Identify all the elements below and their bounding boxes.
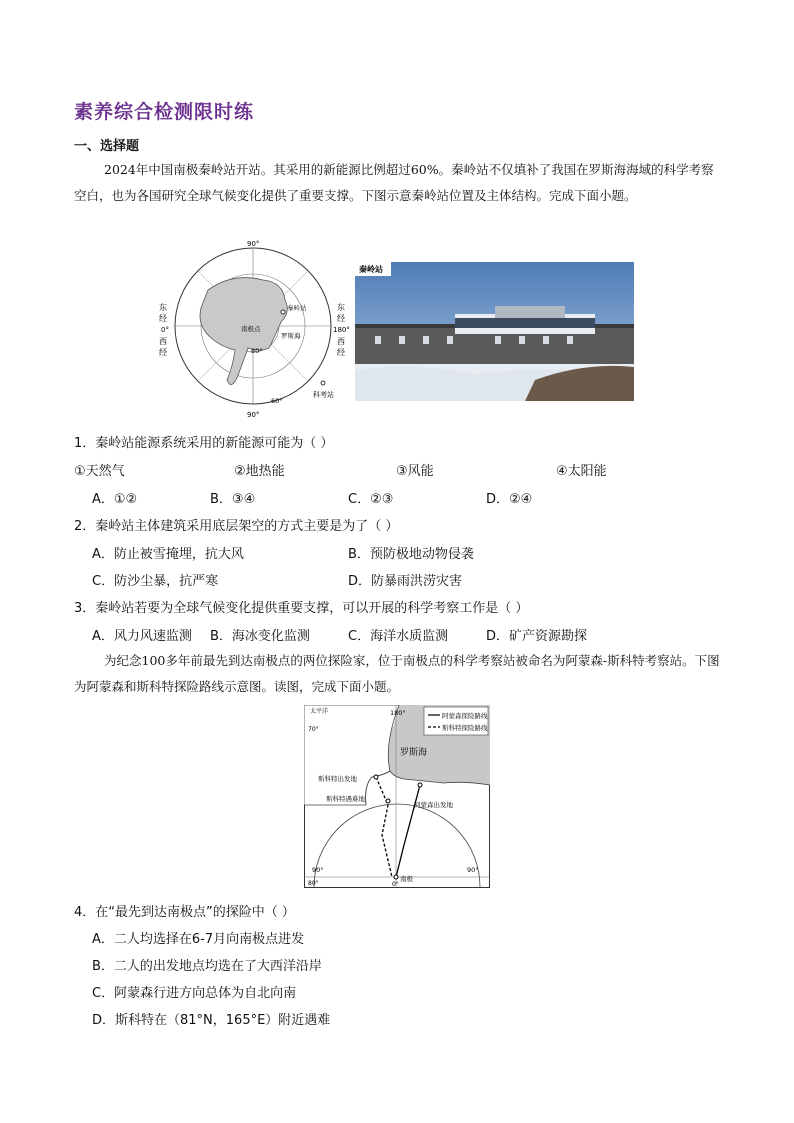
svg-text:70°: 70° xyxy=(308,726,319,733)
svg-text:西: 西 xyxy=(337,337,345,346)
q1-choice-a[interactable]: A．①② xyxy=(92,492,138,507)
passage-2: 为纪念100多年前最先到达南极点的两位探险家，位于南极点的科学考察站被命名为阿蒙森-斯科特考察站。下图为阿蒙森和斯科特探险路线示意图。读图，完成下面小题。 xyxy=(74,653,720,694)
svg-text:经: 经 xyxy=(159,314,167,323)
q1-choice-c[interactable]: C．②③ xyxy=(348,492,394,507)
question-2-stem: 2．秦岭站主体建筑采用底层架空的方式主要是为了（ ） xyxy=(74,519,399,534)
svg-text:90°: 90° xyxy=(312,866,324,874)
question-3-stem: 3．秦岭站若要为全球气候变化提供重要支撑，可以开展的科学考察工作是（ ） xyxy=(74,601,529,616)
q1-item-4: ④太阳能 xyxy=(556,464,607,479)
passage-1: 2024年中国南极秦岭站开站。其采用的新能源比例超过60%。秦岭站不仅填补了我国在罗斯海海域的科学考察空白，也为各国研究全球气候变化提供了重要支撑。下图示意秦岭站位置及主体结构。完成下面小题。 xyxy=(74,162,714,203)
lat-top-label: 90° xyxy=(247,240,260,248)
east-long-label-left: 东 xyxy=(159,303,167,312)
q3-choice-a[interactable]: A．风力风速监测 xyxy=(92,629,192,644)
q4-choice-d[interactable]: D．斯科特在（81°N，165°E）附近遇难 xyxy=(92,1013,331,1028)
svg-text:180°: 180° xyxy=(333,326,350,334)
svg-text:太平洋: 太平洋 xyxy=(310,708,329,715)
lat-bottom-label: 90° xyxy=(247,411,260,419)
legend-amundsen: 阿蒙森探险路线 xyxy=(442,712,488,720)
station-legend-label: 科考站 xyxy=(313,391,334,399)
q2-choice-a[interactable]: A．防止被雪掩埋，抗大风 xyxy=(92,547,244,562)
svg-text:经: 经 xyxy=(337,314,345,323)
q1-item-1: ①天然气 xyxy=(74,464,125,479)
scott-start-label: 斯科特出发地 xyxy=(318,775,357,783)
ross-sea-label: 罗斯海 xyxy=(400,748,428,758)
qinling-station-photo xyxy=(355,262,634,401)
legend-scott: 斯科特探险路线 xyxy=(442,724,488,732)
scott-death-label: 斯科特遇难地 xyxy=(326,795,365,803)
svg-text:90°: 90° xyxy=(467,866,479,874)
q3-choice-d[interactable]: D．矿产资源勘探 xyxy=(486,629,588,644)
svg-text:80°: 80° xyxy=(251,347,263,355)
q1-item-2: ②地热能 xyxy=(234,464,285,479)
expedition-route-map xyxy=(304,705,490,888)
svg-text:经: 经 xyxy=(159,348,167,357)
south-pole-label: 南极点 xyxy=(241,325,261,333)
q4-choice-c[interactable]: C．阿蒙森行进方向总体为自北向南 xyxy=(92,986,297,1001)
qinling-station-label: 秦岭站 xyxy=(287,304,307,312)
q2-choice-c[interactable]: C．防沙尘暴，抗严寒 xyxy=(92,574,219,589)
q2-choice-b[interactable]: B．预防极地动物侵袭 xyxy=(348,547,474,562)
q4-choice-b[interactable]: B．二人的出发地点均选在了大西洋沿岸 xyxy=(92,959,322,974)
svg-text:180°: 180° xyxy=(390,709,406,717)
q1-item-3: ③风能 xyxy=(396,464,434,479)
q3-choice-c[interactable]: C．海洋水质监测 xyxy=(348,629,449,644)
question-1-stem: 1．秦岭站能源系统采用的新能源可能为（ ） xyxy=(74,436,334,451)
svg-text:60°: 60° xyxy=(271,397,283,405)
page-title: 素养综合检测限时练 xyxy=(74,101,255,123)
pole-label: 南极 xyxy=(400,875,413,883)
svg-text:0°: 0° xyxy=(392,881,399,888)
east-long-label-right: 东 xyxy=(337,303,345,312)
q4-choice-a[interactable]: A．二人均选择在6-7月向南极点进发 xyxy=(92,932,305,947)
svg-text:经: 经 xyxy=(337,348,345,357)
q1-choice-b[interactable]: B．③④ xyxy=(210,492,256,507)
section-heading: 一、选择题 xyxy=(74,139,140,154)
antarctica-polar-map xyxy=(153,240,353,420)
ross-sea-label: 罗斯海 xyxy=(281,332,301,340)
svg-text:0°: 0° xyxy=(161,326,169,334)
svg-text:西: 西 xyxy=(159,337,167,346)
q1-choice-d[interactable]: D．②④ xyxy=(486,492,533,507)
photo-label: 秦岭站 xyxy=(359,265,383,274)
question-4-stem: 4．在“最先到达南极点”的探险中（ ） xyxy=(74,905,295,920)
q3-choice-b[interactable]: B．海冰变化监测 xyxy=(210,629,310,644)
amundsen-start-label: 阿蒙森出发地 xyxy=(414,801,453,809)
svg-text:80°: 80° xyxy=(308,880,319,887)
q2-choice-d[interactable]: D．防暴雨洪涝灾害 xyxy=(348,574,463,589)
